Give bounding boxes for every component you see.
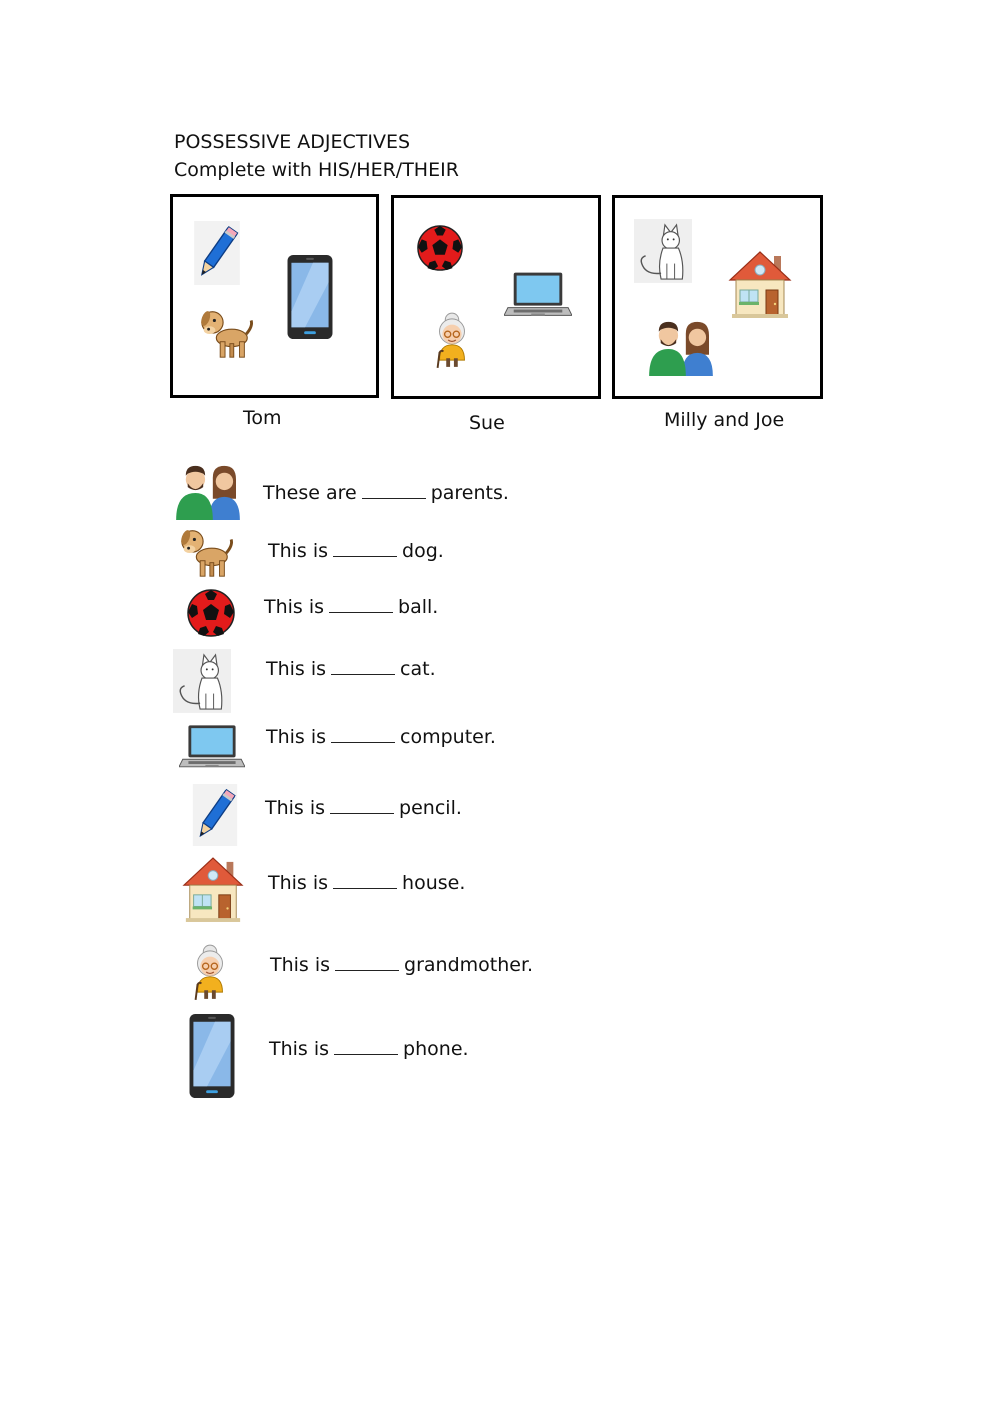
exercise-sentence: This is dog. [268, 540, 444, 562]
answer-blank[interactable] [333, 872, 397, 889]
owner-box-tom [170, 194, 379, 398]
exercise-sentence: This is phone. [269, 1038, 469, 1060]
owner-name-sue: Sue [469, 412, 505, 434]
answer-blank[interactable] [331, 658, 395, 675]
exercise-sentence: This is pencil. [265, 797, 462, 819]
exercise-sentence: This is cat. [266, 658, 436, 680]
owner-name-tom: Tom [243, 407, 282, 429]
grandmother-icon [428, 308, 476, 372]
answer-blank[interactable] [334, 1038, 398, 1055]
phone-icon [186, 1012, 238, 1100]
exercise-sentence: This is ball. [264, 596, 439, 618]
parents-icon [647, 320, 715, 376]
owner-name-milly-and-joe: Milly and Joe [664, 409, 785, 431]
cat-icon [173, 648, 231, 714]
phone-icon [285, 253, 335, 341]
pencil-icon [194, 221, 240, 285]
exercise-sentence: These are parents. [263, 482, 509, 504]
ball-icon [186, 588, 236, 638]
laptop-icon [504, 270, 572, 320]
ball-icon [416, 224, 464, 272]
parents-icon [174, 464, 242, 520]
exercise-sentence: This is grandmother. [270, 954, 534, 976]
answer-blank[interactable] [331, 726, 395, 743]
exercise-sentence: This is computer. [266, 726, 496, 748]
exercise-sentence: This is house. [268, 872, 466, 894]
dog-icon [176, 524, 236, 582]
owner-box-sue [391, 195, 601, 399]
laptop-icon [179, 722, 245, 772]
answer-blank[interactable] [335, 954, 399, 971]
answer-blank[interactable] [362, 482, 426, 499]
answer-blank[interactable] [329, 596, 393, 613]
answer-blank[interactable] [330, 797, 394, 814]
worksheet-instruction: Complete with HIS/HER/THEIR [174, 159, 459, 181]
house-icon [728, 250, 792, 320]
worksheet-title: POSSESSIVE ADJECTIVES [174, 131, 411, 153]
worksheet-header [174, 128, 459, 184]
answer-blank[interactable] [333, 540, 397, 557]
house-icon [182, 856, 244, 924]
owner-box-milly-and-joe [612, 195, 823, 399]
cat-icon [634, 218, 692, 284]
dog-icon [197, 305, 255, 363]
grandmother-icon [186, 940, 234, 1004]
pencil-icon [192, 784, 238, 846]
